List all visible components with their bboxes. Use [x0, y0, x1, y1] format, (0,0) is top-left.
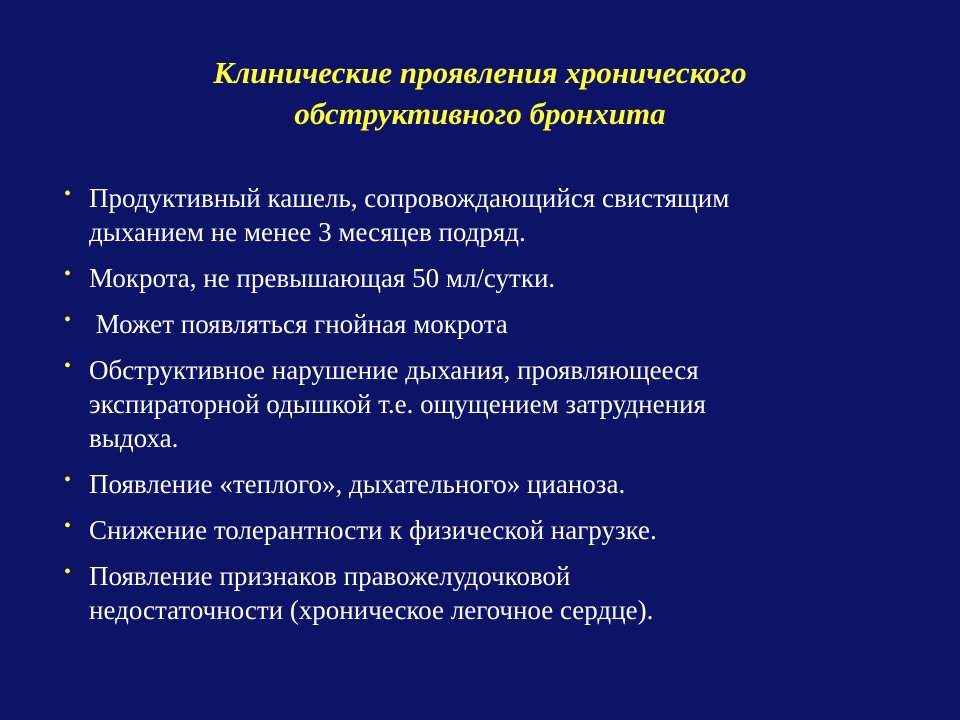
- bullet-item-3: [64, 307, 924, 341]
- bullet-icon: •: [64, 469, 72, 491]
- bullet-text-line: Мокрота, не превышающая 50 мл/сутки.: [89, 263, 556, 293]
- bullet-text-line: Может появляться гнойная мокрота: [89, 309, 508, 339]
- bullet-text-line: дыханием не менее 3 месяцев подряд.: [89, 217, 526, 247]
- bullet-item-1: [64, 181, 924, 249]
- bullet-text-line: Появление «теплого», дыхательного» цианоза.: [89, 469, 626, 499]
- bullet-text-line: экспираторной одышкой т.е. ощущением затруднения: [89, 389, 706, 419]
- bullet-icon: •: [64, 515, 72, 537]
- bullet-icon: •: [64, 183, 72, 205]
- slide-title: [0, 52, 960, 134]
- bullet-item-4: [64, 353, 924, 455]
- bullet-text-line: Продуктивный кашель, сопровождающийся свистящим: [89, 183, 730, 213]
- slide-title-line-1: Клинические проявления хронического: [213, 55, 747, 90]
- slide-title-line-2: обструктивного бронхита: [294, 96, 666, 131]
- bullet-list: [64, 181, 924, 639]
- bullet-text-line: Появление признаков правожелудочковой: [89, 561, 571, 591]
- bullet-icon: •: [64, 561, 72, 583]
- bullet-text-line: недостаточности (хроническое легочное сердце).: [89, 595, 654, 625]
- bullet-icon: •: [64, 355, 72, 377]
- bullet-item-6: [64, 513, 924, 547]
- bullet-item-7: [64, 559, 924, 627]
- bullet-icon: •: [64, 263, 72, 285]
- bullet-text-line: Обструктивное нарушение дыхания, проявляющееся: [89, 355, 699, 385]
- bullet-item-2: [64, 261, 924, 295]
- bullet-text-line: Снижение толерантности к физической нагрузке.: [89, 515, 657, 545]
- bullet-text-line: выдоха.: [89, 423, 179, 453]
- bullet-item-5: [64, 467, 924, 501]
- bullet-icon: •: [64, 309, 72, 331]
